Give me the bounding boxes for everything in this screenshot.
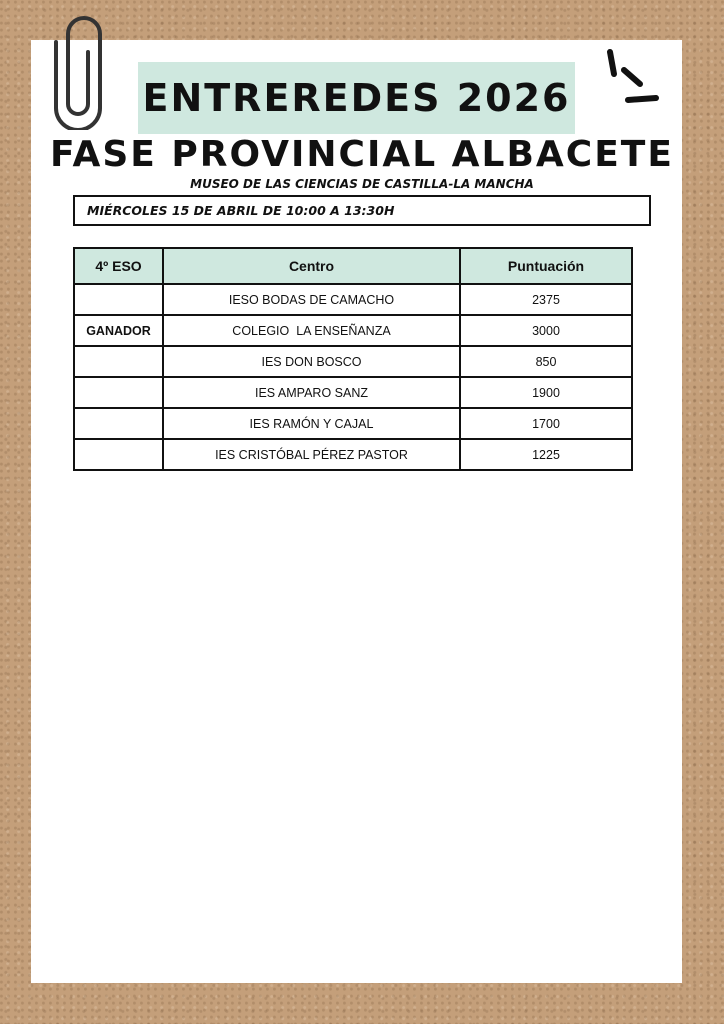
table-row [74,315,632,346]
header-puntuacion: Puntuación [460,248,632,284]
paperclip-icon [50,12,106,130]
results-table [73,247,633,471]
page-subtitle: FASE PROVINCIAL ALBACETE [50,134,674,175]
row-puntuacion: 1225 [460,439,632,470]
row-label [74,377,163,408]
row-label: GANADOR [74,315,163,346]
row-label [74,408,163,439]
row-centro: COLEGIO LA ENSEÑANZA [163,315,460,346]
venue-label: MUSEO DE LAS CIENCIAS DE CASTILLA-LA MANCHA [190,177,534,191]
header-level: 4º ESO [74,248,163,284]
table-header-row [74,248,632,284]
header-centro: Centro [163,248,460,284]
table-row [74,439,632,470]
row-label [74,439,163,470]
row-puntuacion: 1900 [460,377,632,408]
row-centro: IESO BODAS DE CAMACHO [163,284,460,315]
table-row [74,284,632,315]
page-title: ENTREREDES 2026 [142,76,571,120]
table-row [74,408,632,439]
date-box [73,195,651,226]
spark-lines-icon [600,44,662,108]
row-puntuacion: 850 [460,346,632,377]
row-puntuacion: 1700 [460,408,632,439]
row-centro: IES CRISTÓBAL PÉREZ PASTOR [163,439,460,470]
row-label [74,284,163,315]
row-label [74,346,163,377]
row-puntuacion: 3000 [460,315,632,346]
table-row [74,377,632,408]
row-centro: IES DON BOSCO [163,346,460,377]
row-centro: IES RAMÓN Y CAJAL [163,408,460,439]
row-puntuacion: 2375 [460,284,632,315]
row-centro: IES AMPARO SANZ [163,377,460,408]
date-label: MIÉRCOLES 15 DE ABRIL DE 10:00 A 13:30H [87,203,395,218]
table-row [74,346,632,377]
